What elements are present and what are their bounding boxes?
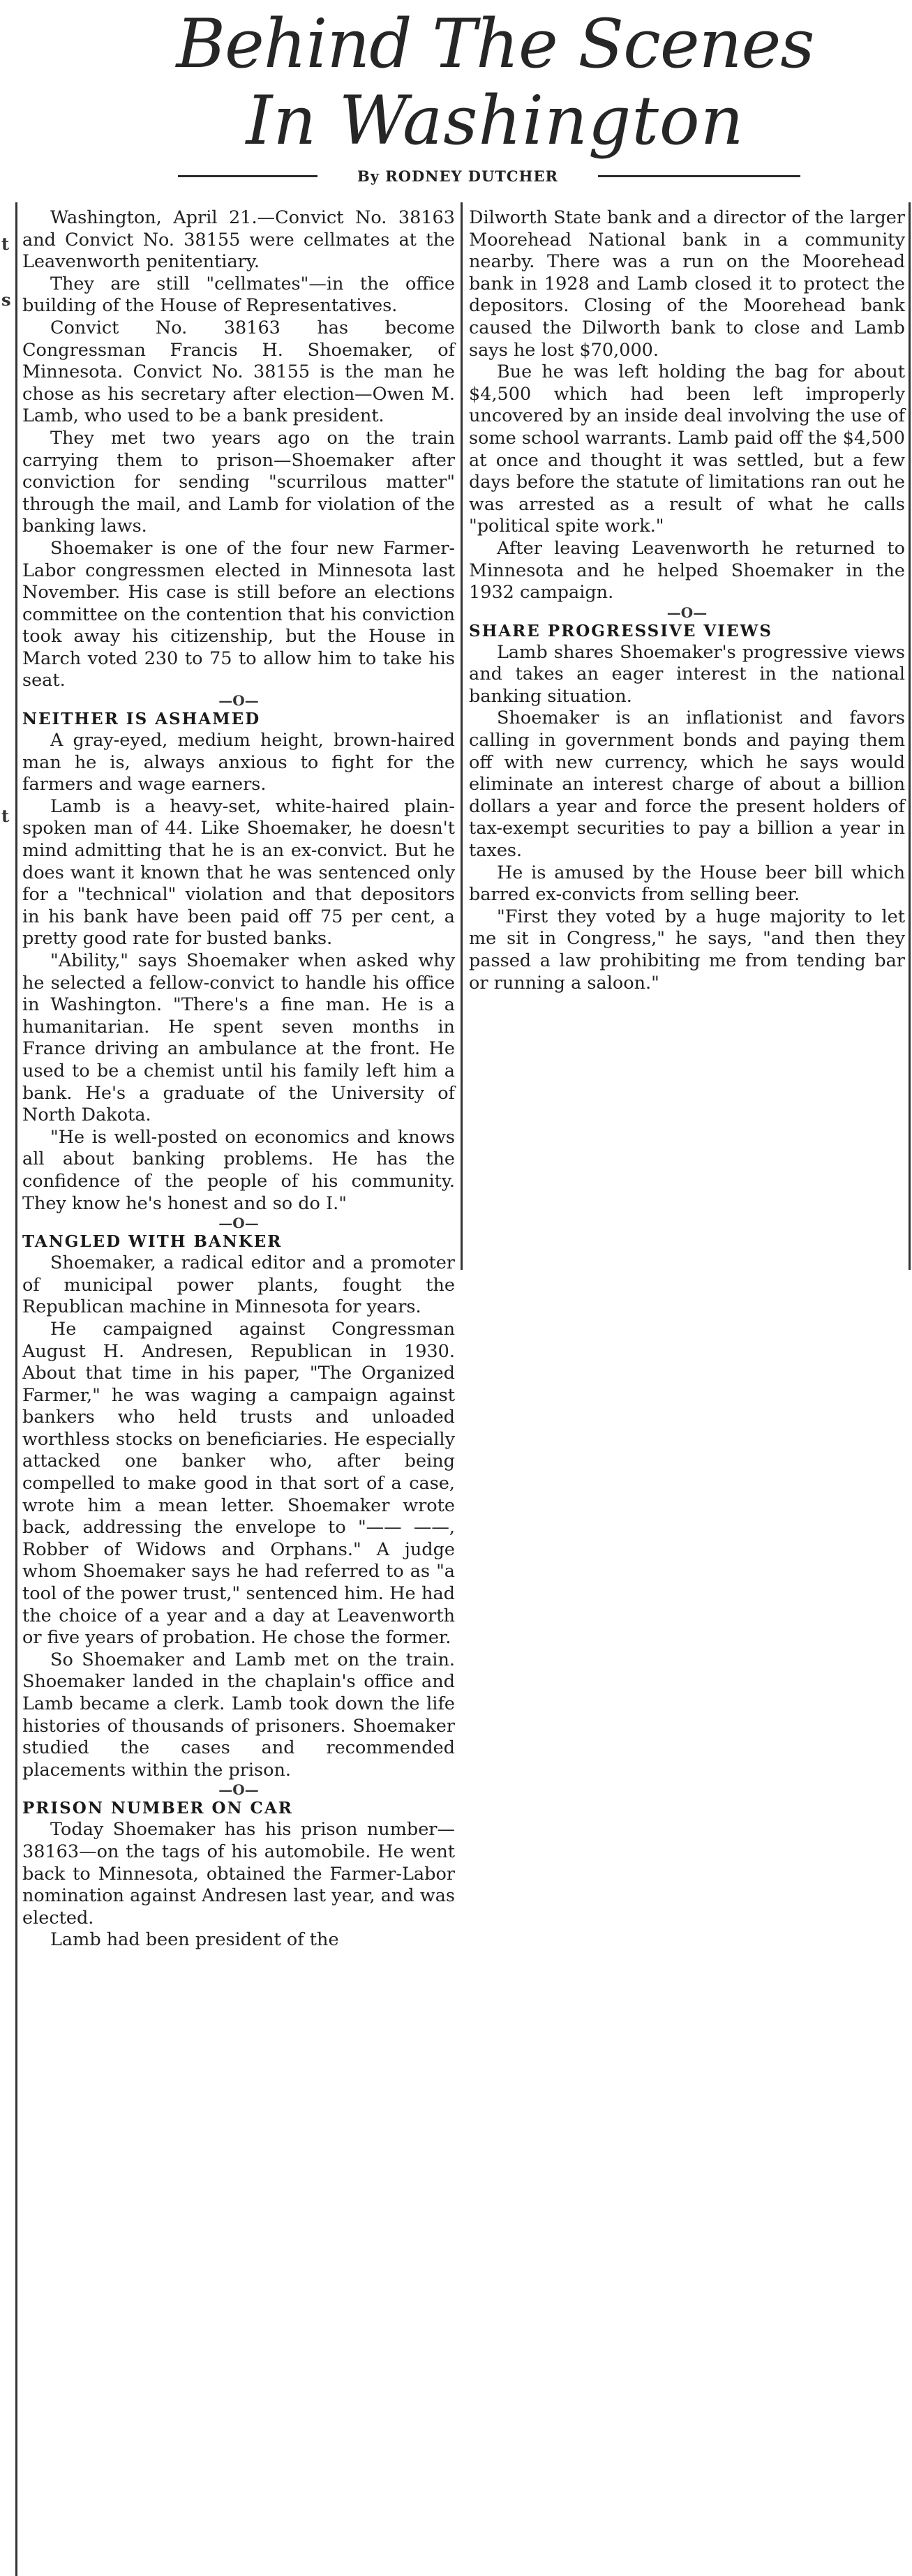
paragraph: He is amused by the House beer bill which barred ex-convicts from selling beer. <box>469 862 905 906</box>
byline-rule-right <box>598 175 800 177</box>
paragraph: Lamb shares Shoemaker's progressive views and takes an eager interest in the national banking situation. <box>469 641 905 707</box>
paragraph: A gray-eyed, medium height, brown-haired man he is, always anxious to fight for the farmers and wage earners. <box>22 730 455 795</box>
subheading: NEITHER IS ASHAMED <box>22 710 261 729</box>
byline-rule-left <box>178 175 317 177</box>
subheading: PRISON NUMBER ON CAR <box>22 1799 293 1818</box>
paragraph: He campaigned against Congressman August H. Andresen, Republican in 1930. About that time in his paper, "The Organized Farmer," he was waging a campaign against bankers who held trusts and unloaded worthless stocks on beneficiaries. He especially attacked one banker who, after being compelled to make good in that sort of a case, wrote him a mean letter. Shoemaker wrote back, addressing the envelope to "—— ——, Robber of Widows and Orphans." A judge whom Shoemaker says he had referred to as "a tool of the power trust," sentenced him. He had the choice of a year and a day at Leavenworth or five years of probation. He chose the former. <box>22 1318 455 1649</box>
paragraph: Today Shoemaker has his prison number—38163—on the tags of his automobile. He went back to Minnesota, obtained the Farmer-Labor nomination against Andresen last year, and was elected. <box>22 1819 455 1929</box>
paragraph: "First they voted by a huge majority to let me sit in Congress," he says, "and then they passed a law prohibiting me from tending bar or running a saloon." <box>469 906 905 994</box>
paragraph: Lamb had been president of the <box>50 1929 339 1951</box>
masthead <box>172 0 818 199</box>
subheading: TANGLED WITH BANKER <box>22 1232 283 1252</box>
paragraph: "Ability," says Shoemaker when asked why he selected a fellow-convict to handle his office in Washington. "There's a fine man. He is a humanitarian. He spent seven months in France driving an ambulance at the front. He used to be a chemist until his family left him a bank. He's a graduate of the University of North Dakota. <box>22 950 455 1126</box>
paragraph: Convict No. 38163 has become Congressman Francis H. Shoemaker, of Minnesota. Convict No. 38155 is the man he chose as his secretary after election—Owen M. Lamb, who used to be a bank president. <box>22 317 455 427</box>
section-separator: —O— <box>218 1215 259 1232</box>
edge-letter: t <box>1 806 10 826</box>
paragraph: Washington, April 21.—Convict No. 38163 and Convict No. 38155 were cellmates at the Leavenworth penitentiary. <box>22 207 455 273</box>
section-separator: —O— <box>666 604 708 621</box>
paragraph: Dilworth State bank and a director of the larger Moorehead National bank in a community nearby. There was a run on the Moorehead bank in 1928 and Lamb closed it to protect the depositors. Closing of the Moorehead bank caused the Dilworth bank to close and Lamb says he lost $70,000. <box>469 207 905 361</box>
headline-line-1: Behind The Scenes <box>176 5 814 83</box>
headline-line-2: In Washington <box>246 82 745 160</box>
adjacent-column-fragment <box>0 206 14 1043</box>
paragraph: So Shoemaker and Lamb met on the train. Shoemaker landed in the chaplain's office and Lamb became a clerk. Lamb took down the life histories of thousands of prisoners. Shoemaker studied the cases and recommended placements within the prison. <box>22 1649 455 1781</box>
article-column-left <box>22 207 455 1952</box>
byline: By RODNEY DUTCHER <box>357 167 558 185</box>
paragraph: They met two years ago on the train carrying them to prison—Shoemaker after conviction for sending "scurrilous matter" through the mail, and Lamb for violation of the banking laws. <box>22 427 455 537</box>
paragraph: They are still "cellmates"—in the office building of the House of Representatives. <box>22 273 455 317</box>
column-rule-middle <box>461 202 463 1270</box>
paragraph: "He is well-posted on economics and knows all about banking problems. He has the confidence of the people of his community. They know he's honest and so do I." <box>22 1126 455 1214</box>
paragraph: Shoemaker is one of the four new Farmer-Labor congressmen elected in Minnesota last November. His case is still before an elections committee on the contention that his conviction took away his citizenship, but the House in March voted 230 to 75 to allow him to take his seat. <box>22 537 455 691</box>
paragraph: Shoemaker is an inflationist and favors calling in government bonds and paying them off with new currency, which he says would eliminate an interest charge of about a billion dollars a year and force the present holders of tax-exempt securities to pay a billion a year in taxes. <box>469 707 905 862</box>
subheading: SHARE PROGRESSIVE VIEWS <box>469 621 773 641</box>
paragraph: Shoemaker, a radical editor and a promoter of municipal power plants, fought the Republican machine in Minnesota for years. <box>22 1252 455 1318</box>
article-column-right <box>469 207 905 994</box>
paragraph: Bue he was left holding the bag for about $4,500 which had been left improperly uncovered by an inside deal involving the use of some school warrants. Lamb paid off the $4,500 at once and thought it was settled, but a few days before the statute of limitations ran out he was arrested as a result of what he calls "political spite work." <box>469 361 905 537</box>
column-rule-left <box>15 202 17 2576</box>
edge-letter: s <box>1 290 11 310</box>
edge-letter: t <box>1 234 10 254</box>
section-separator: —O— <box>218 692 259 710</box>
section-separator: —O— <box>218 1781 259 1799</box>
column-rule-right <box>909 202 911 1270</box>
paragraph: After leaving Leavenworth he returned to Minnesota and he helped Shoemaker in the 1932 campaign. <box>469 537 905 604</box>
paragraph: Lamb is a heavy-set, white-haired plain-spoken man of 44. Like Shoemaker, he doesn't mind admitting that he is an ex-convict. But he does want it known that he was sentenced only for a "technical" violation and that depositors in his bank have been paid off 75 per cent, a pretty good rate for busted banks. <box>22 795 455 950</box>
byline-row <box>172 167 818 186</box>
